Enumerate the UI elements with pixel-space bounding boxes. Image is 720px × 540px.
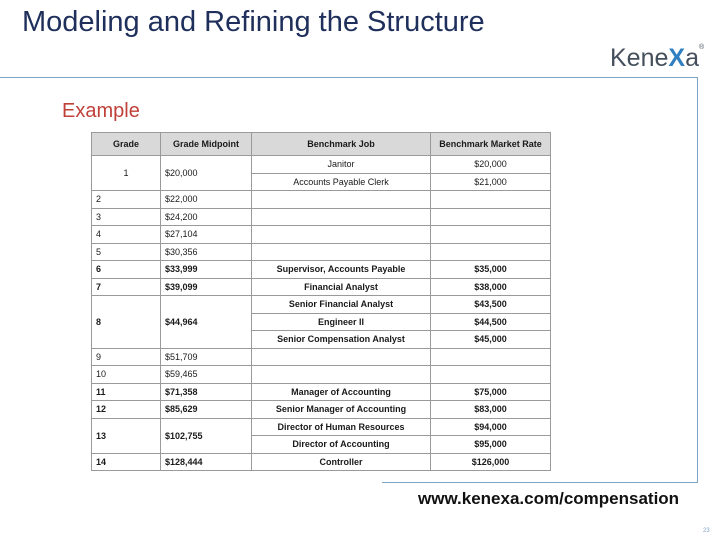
job-cell: Senior Manager of Accounting — [252, 401, 431, 419]
midpoint-cell: $39,099 — [161, 278, 252, 296]
rate-cell: $75,000 — [431, 383, 551, 401]
rate-cell: $94,000 — [431, 418, 551, 436]
grade-cell: 3 — [92, 208, 161, 226]
table-row — [92, 208, 551, 226]
rate-cell: $35,000 — [431, 261, 551, 279]
rate-cell: $95,000 — [431, 436, 551, 454]
footer-divider — [382, 482, 698, 483]
midpoint-cell: $20,000 — [161, 156, 252, 191]
salary-structure-table — [91, 132, 551, 471]
job-cell: Financial Analyst — [252, 278, 431, 296]
table-row — [92, 366, 551, 384]
footer-url: www.kenexa.com/compensation — [418, 489, 680, 508]
job-cell: Accounts Payable Clerk — [252, 173, 431, 191]
midpoint-cell: $24,200 — [161, 208, 252, 226]
job-cell: Senior Financial Analyst — [252, 296, 431, 314]
midpoint-cell: $27,104 — [161, 226, 252, 244]
grade-cell: 9 — [92, 348, 161, 366]
table-row — [92, 278, 551, 296]
midpoint-cell: $22,000 — [161, 191, 252, 209]
grade-cell: 12 — [92, 401, 161, 419]
column-header: Grade Midpoint — [161, 133, 252, 156]
table-row — [92, 156, 551, 174]
rate-cell: $43,500 — [431, 296, 551, 314]
right-border-line — [697, 77, 698, 482]
midpoint-cell: $71,358 — [161, 383, 252, 401]
grade-cell: 2 — [92, 191, 161, 209]
rate-cell: $83,000 — [431, 401, 551, 419]
grade-cell: 7 — [92, 278, 161, 296]
section-label: Example — [62, 100, 140, 122]
rate-cell — [431, 243, 551, 261]
grade-cell: 11 — [92, 383, 161, 401]
table-header-row — [92, 133, 551, 156]
table-row — [92, 296, 551, 314]
rate-cell: $126,000 — [431, 453, 551, 471]
column-header: Grade — [92, 133, 161, 156]
job-cell: Senior Compensation Analyst — [252, 331, 431, 349]
job-cell: Supervisor, Accounts Payable — [252, 261, 431, 279]
table-row — [92, 348, 551, 366]
job-cell: Engineer II — [252, 313, 431, 331]
midpoint-cell: $44,964 — [161, 296, 252, 349]
job-cell: Janitor — [252, 156, 431, 174]
job-cell: Manager of Accounting — [252, 383, 431, 401]
table-row — [92, 191, 551, 209]
table-row — [92, 226, 551, 244]
rate-cell: $45,000 — [431, 331, 551, 349]
slide-title: Modeling and Refining the Structure — [22, 6, 485, 38]
midpoint-cell: $33,999 — [161, 261, 252, 279]
job-cell — [252, 348, 431, 366]
rate-cell — [431, 366, 551, 384]
rate-cell — [431, 226, 551, 244]
job-cell: Director of Human Resources — [252, 418, 431, 436]
rate-cell: $38,000 — [431, 278, 551, 296]
grade-cell: 10 — [92, 366, 161, 384]
table-row — [92, 418, 551, 436]
job-cell — [252, 366, 431, 384]
grade-cell: 5 — [92, 243, 161, 261]
rate-cell — [431, 208, 551, 226]
job-cell — [252, 243, 431, 261]
rate-cell: $20,000 — [431, 156, 551, 174]
table-row — [92, 261, 551, 279]
header-divider — [0, 77, 698, 78]
midpoint-cell: $102,755 — [161, 418, 252, 453]
table-row — [92, 383, 551, 401]
midpoint-cell: $59,465 — [161, 366, 252, 384]
rate-cell — [431, 348, 551, 366]
table-row — [92, 453, 551, 471]
grade-cell: 6 — [92, 261, 161, 279]
midpoint-cell: $30,356 — [161, 243, 252, 261]
midpoint-cell: $128,444 — [161, 453, 252, 471]
table-row — [92, 243, 551, 261]
rate-cell: $21,000 — [431, 173, 551, 191]
rate-cell: $44,500 — [431, 313, 551, 331]
job-cell: Controller — [252, 453, 431, 471]
grade-cell: 4 — [92, 226, 161, 244]
rate-cell — [431, 191, 551, 209]
job-cell — [252, 208, 431, 226]
table-row — [92, 401, 551, 419]
job-cell — [252, 191, 431, 209]
grade-cell: 8 — [92, 296, 161, 349]
column-header: Benchmark Job — [252, 133, 431, 156]
page-number: 23 — [703, 528, 710, 534]
grade-cell: 14 — [92, 453, 161, 471]
grade-cell: 13 — [92, 418, 161, 453]
midpoint-cell: $85,629 — [161, 401, 252, 419]
grade-cell: 1 — [92, 156, 161, 191]
job-cell: Director of Accounting — [252, 436, 431, 454]
kenexa-logo: KeneXa® — [610, 44, 705, 72]
midpoint-cell: $51,709 — [161, 348, 252, 366]
job-cell — [252, 226, 431, 244]
column-header: Benchmark Market Rate — [431, 133, 551, 156]
